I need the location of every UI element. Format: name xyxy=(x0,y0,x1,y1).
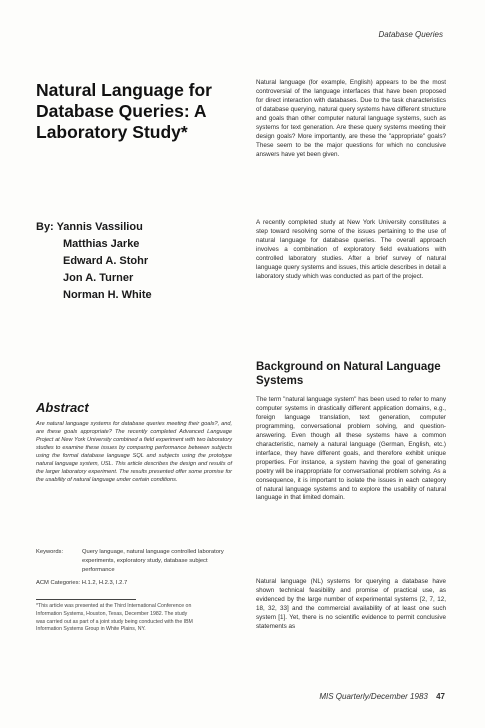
keywords-label: Keywords: xyxy=(36,549,64,555)
acm-categories: ACM Categories: H.1.2, H.2.3, I.2.7 xyxy=(36,580,128,586)
title-line: Natural Language for xyxy=(36,80,212,100)
footnote-divider xyxy=(36,599,136,600)
body-paragraph: Natural language (for example, English) appears to be the most controversial of the language interfaces that have been proposed for direct interaction with databases. Due to the task characteristics of database querying, natural query systems have different structure and goals than other computer natural language systems, such as systems for text generation. Are these query systems meeting their design goals? More importantly, are these the "appropriate" goals? These seem to be the major questions for which no conclusive answers have yet been given. xyxy=(256,79,446,158)
title-line: Database Queries: A xyxy=(36,101,207,121)
body-paragraph: Natural language (NL) systems for querying a database have shown technical feasibility and promise of practical use, as evidenced by the large number of experimental systems [2, 7, 12, 18, 32, 33] and the commercial availability of at least one such system [1]. Yet, there is no scientific evidence to permit conclusive statements as xyxy=(256,578,446,630)
abstract-heading: Abstract xyxy=(36,400,89,415)
page-footer xyxy=(319,692,445,701)
footnote: *This article was presented at the Third International Conference on Information Systems, Houston, Texas, December 1982. The study was carried out as part of a joint study being conducted with the IBM Information Systems Group in White Plains, NY. xyxy=(36,603,193,633)
author-list xyxy=(36,219,232,304)
body-paragraph: A recently completed study at New York University constitutes a step toward resolving some of the issues pertaining to the use of natural language for database queries. The overall approach involves a combination of exploratory field evaluations with controlled laboratory studies. After a brief survey of natural language query systems and issues, this article describes in detail a laboratory study which was conducted as part of the project. xyxy=(256,219,446,280)
keywords-text: Query language, natural language controlled laboratory experiments, exploratory study, database subject performance xyxy=(82,549,224,573)
author-name: Jon A. Turner xyxy=(63,272,134,284)
body-paragraph: The term "natural language system" has been used to refer to many computer systems in drastically different application domains, e.g., foreign language translation, text generation, computer programming, conversational problem solving, and question-answering. Even though all these systems have a common characteristic, namely a natural language (German, English, etc.) interface, they have different goals, and therefore exhibit unique properties. For instance, a system having the goal of generating poetry will be inappropriate for conversational problem solving. As a consequence, it is important to isolate the issues in each category of natural language systems and to explore the usability of natural language in that limited domain. xyxy=(256,396,446,502)
article-title xyxy=(36,80,232,143)
title-line: Laboratory Study* xyxy=(36,122,188,142)
keywords xyxy=(36,548,232,575)
author-name: Norman H. White xyxy=(63,289,152,301)
journal-name: MIS Quarterly/December 1983 xyxy=(319,692,428,701)
title-block xyxy=(36,80,232,304)
author-name: Matthias Jarke xyxy=(63,238,140,250)
running-head: Database Queries xyxy=(378,30,443,39)
author-name: By: Yannis Vassiliou xyxy=(36,221,143,233)
page-number: 47 xyxy=(436,692,445,701)
section-heading: Background on Natural Language Systems xyxy=(256,361,441,387)
abstract-text: Are natural language systems for database queries meeting their goals?, and, are these goals appropriate? The recently completed Advanced Language Project at New York University combined a field experiment with two laboratory studies to examine these issues by comparing performance between subjects using the formal database language SQL and subjects using the prototype natural language system, USL. This article describes the design and results of the larger laboratory experiment. The results presented offer some promise for the usability of natural language under certain conditions. xyxy=(36,421,232,484)
author-name: Edward A. Stohr xyxy=(63,255,149,267)
